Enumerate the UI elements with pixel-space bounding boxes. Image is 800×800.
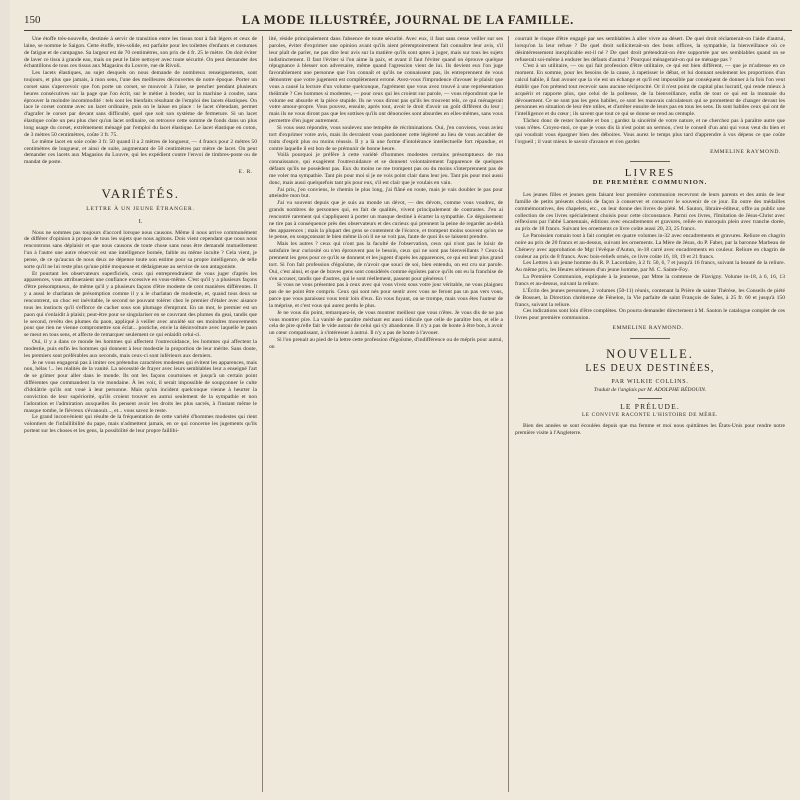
article-paragraph: Bien des années se sont écoulées depuis que ma femme et moi nous quittâmes les États-Unis pour rendre notre première visite à l'Angleterre.: [515, 423, 785, 437]
article-paragraph: Les jeunes filles et jeunes gens faisant leur première communion recevront de leurs parents et des amis de leur famille de petits présents choisis de façon à conserver et consacrer le souvenir de ce jour. En outre des médailles commémoratives, des chapelets, etc., on leur donne des livres de piété. M. Sauton, libraire-éditeur, offre au public une collection de ces livres spécialement choisis pour cette circonstance. Parmi ces livres, l'Imitation de Jésus-Christ avec réflexions par l'abbé Lamennais, éditions avec encadrements et gravures, reliée en maroquin plein avec tranche dorée, au prix de 18 francs. Suivant les ornements ce livre coûte aussi 20, 23, 25 francs.: [515, 192, 785, 233]
page-number: 150: [24, 14, 41, 26]
article-paragraph: J'ai vu souvent depuis que je suis au monde un dévot, — des dévots, comme vous voudrez, de grands nombres de personnes qui, en fait de qualités, vivent principalement de contrastes. J'en ai rencontré rarement qui s'appliquent à porter un masque destiné à écarter la sympathie. Ce déguisement ne tire pas à conséquence près des observateurs et des curieux qui prennent la peine de regarder au-delà des apparences ; mais la plupart des gens se contentent de l'écorce, et trompent moins souvent qu'on ne le pense, en soupçonnant le bien même là où il ne se voit pas, faute de quoi ils se laissent prendre.: [269, 200, 503, 241]
part-number: I.: [138, 218, 143, 225]
livres-subtitle: DE PREMIÈRE COMMUNION.: [592, 179, 708, 187]
article-signature: E. R.: [238, 169, 253, 176]
translator-line: Traduit de l'anglais par M. ADOLPHE BÉDOUIN.: [593, 386, 707, 393]
article-paragraph: Mais les autres ? ceux qui n'ont pas la faculté de l'observation, ceux qui n'ont pas le loisir de satisfaire leur curiosité ou n'en éprouvent pas le besoin, ceux qui ne sont pas bienveillants ? Ceux-là prennent les gens pour ce qu'ils se donnent et les jugent d'après les apparences, ce qui est leur plus grand tort. Si l'on fait profession d'égoïsme, de n'avoir que souci de soi, bien entendu, on est cru sur parole. Oui, c'est ainsi, et que de braves gens sont considérés comme égoïstes parce qu'ils ont eu la franchise de s'en accuser, tandis que d'autres, qui le sont réellement, passent pour généreux !: [269, 241, 503, 282]
section-divider: [630, 338, 670, 339]
article-paragraph: Les lacets élastiques, au sujet desquels on nous demande de nombreux renseignements, sont toujours, et plus que jamais, à mon sens, l'une des meilleures découvertes de notre époque. Porter un corset sans s'apercevoir que l'on porte un corset, se mouvoir à l'aise, se pencher pendant plusieurs heures consécutives sur la page que l'on écrit, sur le métier à broder, sur la machine à coudre, sans éprouver la moindre incommodité : tels sont les bienfaits résultant de l'emploi des lacets élastiques. On lace le corset comme avec un lacet ordinaire, puis on le laisse en place : le lacet s'étendant, permet d'agrafer le corset par devant sans difficulté, quel que soit son système de fermeture. Si un lacet élastique coûte un peu plus cher qu'un lacet ordinaire, on retrouve cette somme de fonds dans un plus long usage du corset, extrêmement ménagé par l'emploi du lacet élastique. Le lacet élastique en coton, de 3 mètres 50 centimètres, coûte 3 fr. 75.: [24, 70, 257, 138]
article-paragraph: La Première Communion, expliquée à la jeunesse, par Mme la comtesse de Flavigny. Volume in-18, à 6, 16, 13 francs et au-dessus, suivant la reliure.: [515, 274, 785, 287]
article-paragraph: Une étoffe très-nouvelle, destinée à servir de transition entre les tissus tout à fait légers et ceux de laine, se nomme le Saigon. Cette étoffe, très-solide, est parfaite pour les toilettes d'enfants et costumes de fatigue et de campagne. Sa largeur est de 70 centimètres, son prix de 4 fr. 25 le mètre. On doit éviter de laver ce tissu à grande eau, mais on peut le faire nettoyer avec toute sécurité. On peut demander des échantillons de tous ces tissus aux Magasins du Louvre, rue de Rivoli.: [24, 36, 257, 70]
column-1: [24, 36, 257, 792]
article-paragraph: Et pourtant les observateurs superficiels, ceux qui entreprendraient de vous juger d'après les apparences, vous attribueraient une confiance excessive en vous-même. C'est qu'il y a plusieurs façons d'être présomptueux, de même qu'il y a plusieurs façons d'être modeste de cent manières différentes. Il y a aussi le charlatan de présomption comme il y a le charlatan de modestie, et, quand tous deux se rencontrent, un choc est inévitable, le second ne pouvant tolérer chez le premier d'étaler avec aisance tous les instincts qu'il s'efforce de cacher sous son plumage d'emprunt. En un mot, le premier est un paon qui s'enlaidit à plaisir, peut-être pour se singulariser en se couvrant des plumes du geai, tandis que le second, revêtu des plumes du paon, appliqué à veiller avec anxiété sur ses moindres mouvements pour que rien ne vienne compromettre son éclat... postiche, envie la désinvolture avec laquelle le paon se meut en tous sens, et affecte de remarquer seulement ce qui enlaidit celui-ci.: [24, 270, 257, 339]
column-rule: [262, 36, 263, 792]
article-paragraph: Ces indications sont loin d'être complètes. On pourra demander directement à M. Sauton le catalogue complet de ces livres pour première communion.: [515, 308, 785, 322]
article-paragraph: Je ne vous engagerai pas à imiter ces prétendus caractères modestes qui évitent les apparences, mais non, hélas !... les réalités de la vanité. La nécessité de frayer avec leurs semblables leur a enseigné l'art de se grimer pour aller dans le monde. Ils ont les façons courtoises et jusqu'à un certain point différentes que commandent la vie mondaine. À les voir, il serait impossible de soupçonner le culte d'idolâtrie qu'ils ont voué à leur personne. Mais qu'un incident quelconque vienne à heurter la conviction de leur supériorité, qu'ils croient trouver en autrui seulement de la sympathie et non l'adoration et l'admiration auxquelles ils pensent avoir les droits les plus sacrés, à l'instant même le masque tombe, le fiévreux s'évanouit..., et... vous savez le reste.: [24, 359, 257, 414]
article-paragraph: lité, réside principalement dans l'absence de toute sécurité. Avec eux, il faut sans cesse veiller sur ses paroles, éviter d'exprimer une opinion avant qu'ils aient péremptoirement fait connaître leur avis, s'il leur plaît de parler, ne pas dire leur avis sur la matière qu'ils sont aptes à juger, mais sur tous les sujets indistinctement. Il faut l'éviter si l'on aime la paix, et avant il faut l'éviter quand on éprouve quelque répugnance à blesser son adversaire, même quand l'agression vient de lui. Ils devient eux l'on juge favorablement une personne que l'on connaît et qu'ils ne connaissent pas, ils entreprennent de vous démontrer que votre jugement est complètement erroné. Avez-vous l'imprudence d'avouer le plaisir que vous a causé la lecture d'un volume quelconque, l'agrément que vous avez trouvé à une représentation théâtrale ? Ces hommes si modestes, — pour ceux qui les croient sur parole, — vous répondront que le volume est absurde et la pièce stupide. Ils ne vous diront pas qu'ils les trouvent tels, ce qui ménagerait votre amour-propre. Vous pouvez, ensuite, après tout, avoir le droit d'avoir un goût différent du leur ; mais ils ne vous diront pas que les sottises qu'ils ont dénoncées sont absurdes en elles-mêmes, sans vous permettre d'en juger autrement.: [269, 36, 503, 125]
article-paragraph: J'ai pris, j'en conviens, le chemin le plus long, j'ai flâné en route, mais je vais doubler le pas pour atteindre mon but.: [269, 186, 503, 200]
varietes-subtitle: LETTRE À UN JEUNE ÉTRANGER.: [86, 205, 195, 212]
article-paragraph: Le Paroissien romain tout à fait complet en quatre volumes in-32 avec encadrements et gravures. Reliure en chagrin noire au prix de 20 francs et au-dessus, suivant les ornements. La Mère de Jésus, du P. Faber, par la baronne Marbeau de Chénevy avec approbation de Mgr l'évêque d'Autun, in-18 carré avec encadrements en couleur. Reliure en chagrin de couleur au prix de 8 francs. Avec bois-reliefs ornés, ce livre coûte 16, 18, 19 et 21 francs.: [515, 233, 785, 260]
section-divider: [638, 398, 662, 399]
article-paragraph: Le même lacet en soie coûte 3 fr. 50 quand il a 2 mètres de longueur, — 4 francs pour 2 mètres 50 centimètres de longueur, et ainsi de suite, augmentant de 50 centimètres par mètre de lacet. On peut demander ces lacets aux Magasins du Louvre, qui les expédient contre l'envoi de timbres-poste ou de mandat de poste.: [24, 138, 257, 166]
article-paragraph: Nous ne sommes pas toujours d'accord lorsque nous causons. Même il nous arrive communément de différer d'opinion à propos de tous les sujets que nous agitons. Dois vient cependant que nous nous rencontrons sans déplaisir et que nous causons de toute chose sans nous être demandé mutuellement l'un à l'autre une autre réservoir est une intelligence bornée, faible ou même inculte ? Cela vient, je pense, de ce qu'aucun de nous deux ne dépense toute son estime pour sa propre intelligence, de telle sorte qu'il ne lui reste plus qu'une pitié moqueuse et dédaigneuse au service de son antagoniste.: [24, 229, 257, 270]
article-paragraph: Oui, il y a dans ce monde les hommes qui affectent l'outrecuidance, les hommes qui affectent la modestie, puis enfin les hommes qui donnent à leur modestie la proportion de leur mérite. Sans doute, les premiers sont préférables aux seconds, mais ceux-ci sont inférieurs aux derniers.: [24, 339, 257, 359]
varietes-title: VARIÉTÉS.: [101, 185, 180, 201]
column-3: [515, 36, 785, 792]
article-paragraph: Je ne vous dis point, remarquez-le, de vous montrer meilleur que vous n'êtes. Je vous dis de ne pas vous montrer pire. La vanité de paraître méchant est aussi ridicule que celle de paraître bon, et elle a cela de pire qu'elle fait le vide autour de celui qui s'y abandonne. Il n'y a pas de honte à être bon, à avoir un cœur compatissant, à s'intéresser à autrui. Il n'y a pas de honte à l'avouer.: [269, 309, 503, 337]
article-paragraph: C'est à un utilitaire, — ou qui fait profession d'être utilitaire, ce qui est bien différent, — que je m'adresse en ce moment. En somme, pour les besoins de la cause, à rapetisser le débat, et lui donnant seulement les proportions d'un calcul habile, il faut avouer que la vie est un échange et qu'il est impossible par conséquent de donner à la fois l'on veut établir que l'on prétend tout recevoir sans aucune réciprocité. Or il n'est point de capital plus lucratif, qui rende mieux à acquérir et rapporte plus, que celui de la politesse, de la bienveillance, enfin de tout ce qui est la monnaie du dévouement. Ce ne sont pas les gens habiles, ce sont les mauvais calculateurs qui se promettent de changer devant les personnes en situation de leur être utiles, et d'arrêter ensuite de leurs pas en tous les sens. Ils sont habiles ceux qui ont de l'intelligence et du cœur ; ils savent que tout ce qui se donne se rend au centuple.: [515, 63, 785, 118]
nouvelle-title: NOUVELLE.: [606, 346, 694, 361]
section-divider: [630, 161, 670, 162]
article-paragraph: Si l'on prenait au pied de la lettre cette profession d'égoïsme, d'indifférence ou de mépris pour autrui, on: [269, 337, 503, 350]
article-paragraph: Le grand inconvénient qui résulte de la fréquentation de cette variété d'hommes modestes qui rient volontiers de l'infaillibilité du pape, mais n'admettent jamais, en ce qui concerne les jugements qu'ils portent sur les choses et les gens, la possibilité de leur propre faillibi-: [24, 414, 257, 435]
author-line: PAR WILKIE COLLINS.: [611, 378, 689, 385]
article-signature: EMMELINE RAYMOND.: [710, 148, 781, 155]
article-paragraph: L'Écrin des jeunes personnes, 2 volumes (50-11) réunis, contenant la Prière de sainte Thérèse, les Conseils de piété de Bossuet, la Direction chrétienne de Fénelon, la Vie parfaite de saint François de Sales, à 25 fr. 60 et jusqu'à 150 francs, suivant la reliure.: [515, 287, 785, 308]
article-paragraph: Les Lettres à un jeune homme du R. P. Lacordaire, à 2 fr. 50, 6, 7 et jusqu'à 16 francs, suivant la beauté de la reliure. Au même prix, les Heures sérieuses d'un jeune homme, par M. C. Sainte-Foy.: [515, 260, 785, 274]
article-paragraph: courrait le risque d'être engagé par ses semblables à aller vivre au désert. De quel droit réclamerait-on l'aide d'autrui, lorsqu'on la leur refuse ? De quel droit solliciterait-on des bons offices, la sympathie, la bienveillance où ce désintéressement inexplicable est-il né ? De quel droit prétendrait-on être supportée par ses semblables quand on se refuserait soi-même à endurer les défauts d'autrui ? Pourquoi ménagerait-on qui ne ménage pas ?: [515, 36, 785, 63]
livres-title: LIVRES: [624, 167, 676, 180]
newspaper-page: [10, 0, 800, 800]
column-2: [269, 36, 503, 792]
chapter-title: LE CONVIVE RACONTE L'HISTOIRE DE MÈRE.: [581, 412, 719, 419]
article-signature: EMMELINE RAYMOND.: [612, 325, 684, 332]
article-paragraph: Si vous osez répondre, vous soulevez une tempête de récriminations. Oui, j'en conviens, vous aviez tort d'exprimer votre avis, mais ils devraient vous pardonner cette légèreté au lieu de vous accabler de traits d'esprit plus ou moins réussis. Il y a là une forme d'intolérance intellectuelle fort répandue, et contre laquelle il est bon de se prémunir de bonne heure.: [269, 124, 503, 152]
prelude-title: LE PRÉLUDE.: [620, 401, 680, 411]
nouvelle-subtitle: LES DEUX DESTINÉES,: [585, 362, 715, 374]
article-paragraph: Voilà pourquoi je préfère à cette variété d'hommes modestes certains présomptueux de ma connaissance, qui exagèrent l'outrecuidance et se donnent volontairement l'apparence de quelques défauts qu'ils ne possèdent pas. Eux du moins ne me trompent pas ou du moins s'interprennent pas de me voler ma sympathie. Tant pis pour moi si je ne vois point clair dans leur jeu. Tant pis pour moi aussi donc, mais aussi quelquefois tant pis pour eux, s'il est clair que je voulais en vain.: [269, 152, 503, 186]
article-paragraph: Tâchez donc de rester honnête et bon ; gardez la sincérité de votre nature, et ne cherchez pas à paraître autre que vous n'êtes. Croyez-moi, ce que je vous dis là n'est point un sermon, c'est le conseil d'un ami qui vous veut du bien et qui voudrait vous épargner bien des déboires. Vous aurez le temps plus tard d'apprendre à vos dépens ce que coûte l'orgueil ; il vaut mieux le savoir d'avance et s'en garder.: [515, 118, 785, 145]
article-paragraph: Si vous ne vous présentez pas à ceux avec qui vous vivez sous votre jour véritable, ne vous plaignez pas de ne point être compris. Ceux qui sont nés pour sentir avec vous ne feront pas un pas vers vous, parce que vous paraissez vous tenir loin d'eux. En vous fuyant, on se trompe, mais vous êtes l'auteur de la méprise, et c'est vous qui aurez perdu le plus.: [269, 282, 503, 309]
page-header: [24, 10, 792, 31]
column-rule: [508, 36, 509, 792]
journal-title: LA MODE ILLUSTRÉE, JOURNAL DE LA FAMILLE.: [242, 13, 574, 27]
